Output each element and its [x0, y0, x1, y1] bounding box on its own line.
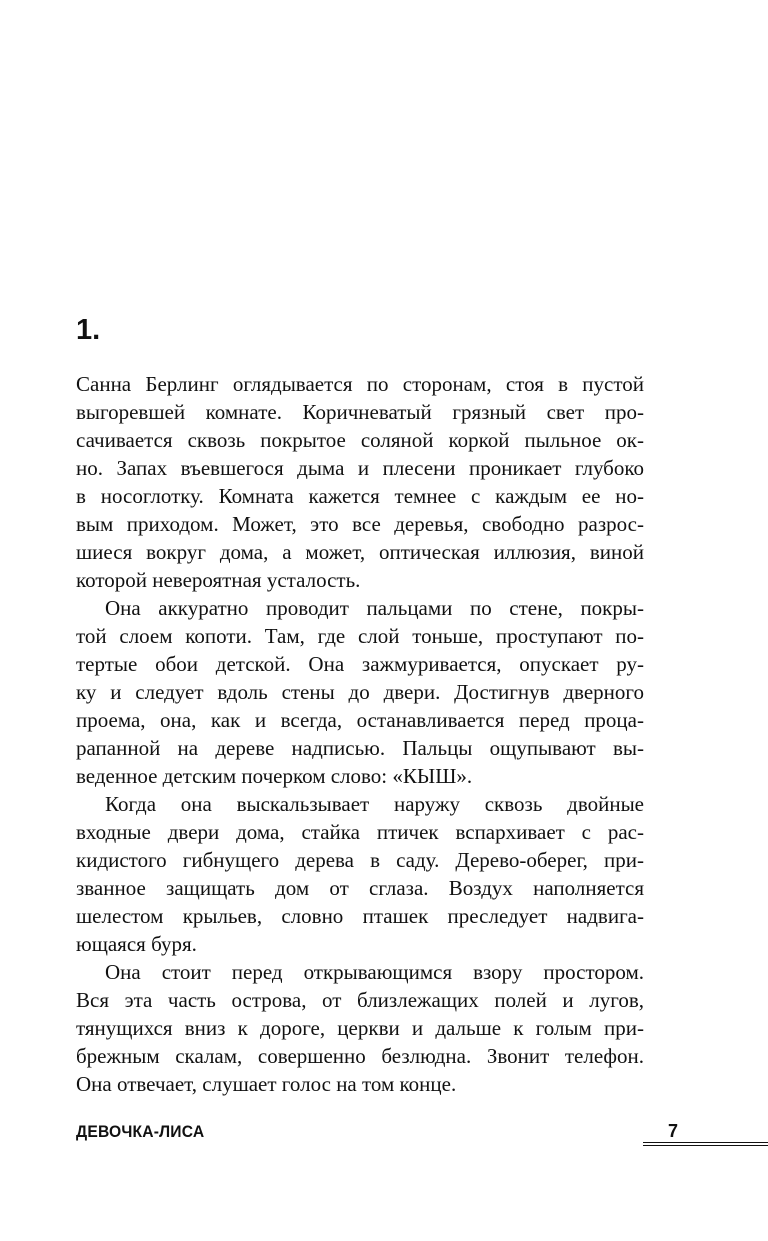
folio-rule-bottom: [643, 1145, 768, 1146]
running-footer-title: ДЕВОЧКА-ЛИСА: [76, 1122, 205, 1141]
text-line: тертые обои детской. Она зажмуривается, опускает ру-: [76, 652, 644, 676]
text-line: в носоглотку. Комната кажется темнее с каждым ее но-: [76, 484, 644, 508]
folio-rule-top: [643, 1142, 768, 1143]
text-line: Она аккуратно проводит пальцами по стене, покры-: [105, 596, 644, 620]
text-line: Санна Берлинг оглядывается по сторонам, стоя в пустой: [76, 372, 644, 396]
text-line: шелестом крыльев, словно пташек преследует надвига-: [76, 904, 644, 928]
text-line: вым приходом. Может, это все деревья, свободно разрос-: [76, 512, 644, 536]
text-line: которой невероятная усталость.: [76, 568, 361, 592]
text-line: ку и следует вдоль стены до двери. Достигнув дверного: [76, 680, 644, 704]
text-line: ющаяся буря.: [76, 932, 197, 956]
text-line: той слоем копоти. Там, где слой тоньше, проступают по-: [76, 624, 644, 648]
text-line: шиеся вокруг дома, а может, оптическая иллюзия, виной: [76, 540, 644, 564]
text-line: но. Запах въевшегося дыма и плесени проникает глубоко: [76, 456, 644, 480]
text-line: веденное детским почерком слово: «КЫШ».: [76, 764, 473, 788]
text-line: Когда она выскальзывает наружу сквозь двойные: [105, 792, 644, 816]
text-line: Она отвечает, слушает голос на том конце.: [76, 1072, 457, 1096]
text-line: рапанной на дереве надписью. Пальцы ощупывают вы-: [76, 736, 644, 760]
text-line: Она стоит перед открывающимся взору простором.: [105, 960, 644, 984]
paragraph: [76, 790, 644, 958]
text-line: брежным скалам, совершенно безлюдна. Звонит телефон.: [76, 1044, 644, 1068]
text-line: выгоревшей комнате. Коричневатый грязный свет про-: [76, 400, 644, 424]
text-line: сачивается сквозь покрытое соляной коркой пыльное ок-: [76, 428, 644, 452]
chapter-text: [76, 370, 644, 1098]
text-line: кидистого гибнущего дерева в саду. Дерево-оберег, при-: [76, 848, 644, 872]
text-line: Вся эта часть острова, от близлежащих полей и лугов,: [76, 988, 644, 1012]
text-line: входные двери дома, стайка птичек вспархивает с рас-: [76, 820, 644, 844]
paragraph: [76, 958, 644, 1098]
paragraph: [76, 370, 644, 594]
chapter-number: 1.: [76, 314, 101, 346]
page-number: 7: [668, 1121, 679, 1141]
text-line: званное защищать дом от сглаза. Воздух наполняется: [76, 876, 644, 900]
text-line: тянущихся вниз к дороге, церкви и дальше к голым при-: [76, 1016, 644, 1040]
paragraph: [76, 594, 644, 790]
text-line: проема, она, как и всегда, останавливается перед проца-: [76, 708, 644, 732]
